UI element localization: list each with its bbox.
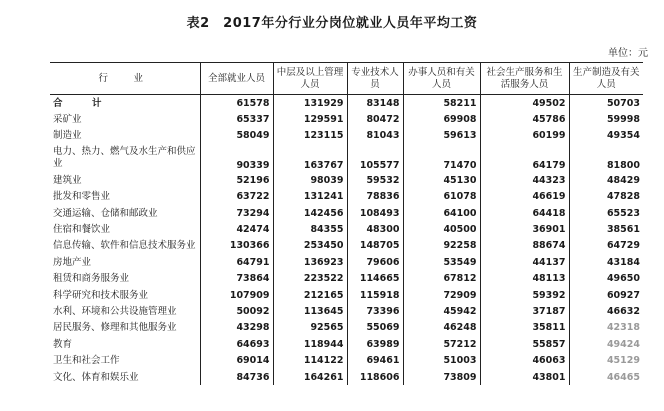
wage-value: 79606 (347, 254, 403, 270)
wage-value: 64791 (200, 254, 273, 270)
wage-value: 45130 (403, 172, 480, 188)
wage-value: 81800 (569, 144, 643, 172)
wage-value: 73809 (403, 369, 480, 385)
table-row (50, 205, 643, 221)
wage-value: 59532 (347, 172, 403, 188)
industry-name: 居民服务、修理和其他服务业 (53, 322, 177, 334)
wage-value: 58049 (200, 128, 273, 144)
wage-value: 38561 (569, 221, 643, 237)
wage-value: 164261 (273, 369, 347, 385)
table-row (50, 336, 643, 352)
industry-name: 合 计 (53, 97, 112, 109)
wage-value: 64729 (569, 238, 643, 254)
wage-value: 65337 (200, 111, 273, 127)
wage-value: 37187 (480, 303, 569, 319)
wage-value: 64100 (403, 205, 480, 221)
wage-value: 69908 (403, 111, 480, 127)
wage-value: 105577 (347, 144, 403, 172)
header-clerical: 办事人员和有关人员 (403, 63, 480, 95)
wage-value: 53549 (403, 254, 480, 270)
wage-value: 60927 (569, 287, 643, 303)
table-row (50, 303, 643, 319)
wage-value: 59998 (569, 111, 643, 127)
wage-value: 253450 (273, 238, 347, 254)
wage-value: 92258 (403, 238, 480, 254)
wage-value: 40500 (403, 221, 480, 237)
header-all-employees: 全部就业人员 (200, 63, 273, 95)
wage-value: 35811 (480, 320, 569, 336)
wage-value: 148705 (347, 238, 403, 254)
table-row (50, 128, 643, 144)
wage-value: 67812 (403, 271, 480, 287)
wage-value: 50092 (200, 303, 273, 319)
wage-value: 114122 (273, 352, 347, 368)
wage-value: 80472 (347, 111, 403, 127)
wage-value: 92565 (273, 320, 347, 336)
header-industry: 行 业 (50, 63, 200, 95)
header-production-workers: 生产制造及有关人员 (569, 63, 643, 95)
wage-value: 115918 (347, 287, 403, 303)
industry-name: 建筑业 (53, 174, 82, 186)
wage-value: 44323 (480, 172, 569, 188)
wage-value: 64418 (480, 205, 569, 221)
industry-name: 教育 (53, 338, 73, 350)
wage-value: 46632 (569, 303, 643, 319)
header-managers: 中层及以上管理人员 (273, 63, 347, 95)
wage-value: 73864 (200, 271, 273, 287)
table-row (50, 352, 643, 368)
wage-value: 136923 (273, 254, 347, 270)
wage-value: 118606 (347, 369, 403, 385)
wage-value: 44137 (480, 254, 569, 270)
industry-name: 制造业 (53, 130, 82, 142)
table-row (50, 271, 643, 287)
wage-value: 48300 (347, 221, 403, 237)
wage-value: 55069 (347, 320, 403, 336)
wage-value: 58211 (403, 95, 480, 112)
header-service-workers: 社会生产服务和生活服务人员 (480, 63, 569, 95)
industry-name: 房地产业 (53, 256, 92, 268)
wage-value: 42474 (200, 221, 273, 237)
wage-value: 123115 (273, 128, 347, 144)
wage-value: 45942 (403, 303, 480, 319)
wage-value: 98039 (273, 172, 347, 188)
total-row (50, 95, 643, 112)
wage-value: 46619 (480, 189, 569, 205)
wage-value: 48113 (480, 271, 569, 287)
wage-value: 163767 (273, 144, 347, 172)
table-row (50, 287, 643, 303)
wage-value: 72909 (403, 287, 480, 303)
wage-value: 50703 (569, 95, 643, 112)
wage-value: 114665 (347, 271, 403, 287)
table-row (50, 369, 643, 385)
wage-value: 47828 (569, 189, 643, 205)
wage-value: 59392 (480, 287, 569, 303)
wage-value: 43801 (480, 369, 569, 385)
wage-value: 69461 (347, 352, 403, 368)
wage-value: 60199 (480, 128, 569, 144)
wage-value: 113645 (273, 303, 347, 319)
wage-value: 63722 (200, 189, 273, 205)
wage-value: 46248 (403, 320, 480, 336)
wage-value: 71470 (403, 144, 480, 172)
header-row (50, 63, 643, 95)
table-row (50, 221, 643, 237)
wage-value: 81043 (347, 128, 403, 144)
industry-name: 信息传输、软件和信息技术服务业 (53, 240, 196, 252)
wage-value: 88674 (480, 238, 569, 254)
wage-table (50, 62, 643, 385)
table-title: 表2 2017年分行业分岗位就业人员年平均工资 (186, 16, 478, 31)
table-row (50, 238, 643, 254)
wage-value: 49502 (480, 95, 569, 112)
wage-value: 57212 (403, 336, 480, 352)
industry-name: 租赁和商务服务业 (53, 273, 130, 285)
wage-value: 131929 (273, 95, 347, 112)
wage-value: 73294 (200, 205, 273, 221)
wage-value: 69014 (200, 352, 273, 368)
wage-value: 59613 (403, 128, 480, 144)
table-row (50, 254, 643, 270)
wage-value: 142456 (273, 205, 347, 221)
wage-value: 108493 (347, 205, 403, 221)
industry-name: 电力、热力、燃气及水生产和供应业 (53, 146, 196, 170)
header-professionals: 专业技术人员 (347, 63, 403, 95)
wage-value: 42318 (569, 320, 643, 336)
wage-value: 83148 (347, 95, 403, 112)
wage-value: 107909 (200, 287, 273, 303)
wage-value: 212165 (273, 287, 347, 303)
table-row (50, 111, 643, 127)
industry-name: 卫生和社会工作 (53, 355, 120, 367)
wage-value: 73396 (347, 303, 403, 319)
industry-name: 采矿业 (53, 114, 82, 126)
industry-name: 住宿和餐饮业 (53, 224, 111, 236)
wage-value: 64693 (200, 336, 273, 352)
wage-value: 63989 (347, 336, 403, 352)
wage-value: 55857 (480, 336, 569, 352)
wage-value: 46063 (480, 352, 569, 368)
wage-value: 48429 (569, 172, 643, 188)
industry-name: 批发和零售业 (53, 191, 111, 203)
wage-value: 46465 (569, 369, 643, 385)
table-header (50, 63, 643, 95)
industry-name: 文化、体育和娱乐业 (53, 371, 139, 383)
industry-name: 水利、环境和公共设施管理业 (53, 305, 177, 317)
wage-value: 43298 (200, 320, 273, 336)
table-row (50, 189, 643, 205)
wage-value: 49354 (569, 128, 643, 144)
table-row (50, 320, 643, 336)
wage-value: 49424 (569, 336, 643, 352)
wage-value: 61578 (200, 95, 273, 112)
table-body (50, 95, 643, 386)
wage-value: 129591 (273, 111, 347, 127)
wage-value: 84736 (200, 369, 273, 385)
wage-value: 131241 (273, 189, 347, 205)
industry-name: 科学研究和技术服务业 (53, 289, 149, 301)
table-row (50, 144, 643, 172)
wage-value: 65523 (569, 205, 643, 221)
wage-value: 223522 (273, 271, 347, 287)
wage-value: 45129 (569, 352, 643, 368)
industry-name: 交通运输、仓储和邮政业 (53, 207, 158, 219)
wage-value: 52196 (200, 172, 273, 188)
wage-value: 51003 (403, 352, 480, 368)
table-row (50, 172, 643, 188)
wage-value: 130366 (200, 238, 273, 254)
wage-value: 118944 (273, 336, 347, 352)
wage-value: 84355 (273, 221, 347, 237)
wage-value: 78836 (347, 189, 403, 205)
wage-value: 36901 (480, 221, 569, 237)
unit-label: 单位：元 (608, 48, 648, 59)
wage-value: 43184 (569, 254, 643, 270)
wage-value: 45786 (480, 111, 569, 127)
wage-value: 90339 (200, 144, 273, 172)
wage-value: 61078 (403, 189, 480, 205)
wage-value: 49650 (569, 271, 643, 287)
wage-value: 64179 (480, 144, 569, 172)
